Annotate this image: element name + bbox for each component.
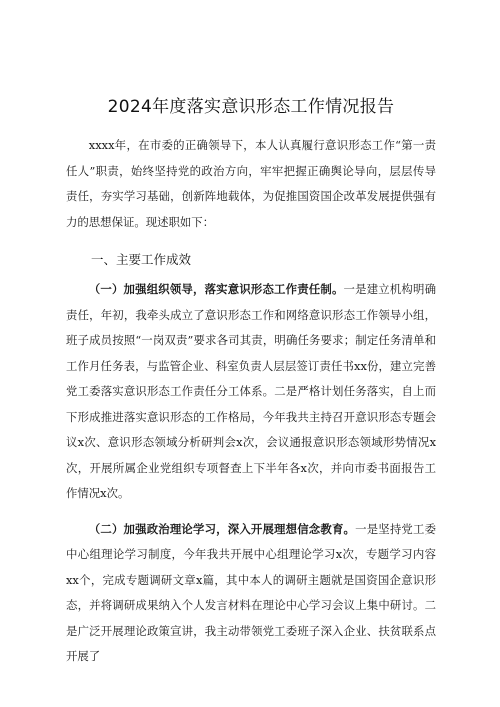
spacer [66, 507, 436, 517]
section-item-2 [66, 517, 436, 670]
document-title: 2024年度落实意识形态工作情况报告 [107, 97, 395, 117]
item-1-subheading: （一）加强组织领导，落实意识形态工作责任制。 [88, 282, 344, 296]
item-1-body: 一是建立机构明确责任，年初，我牵头成立了意识形态工作和网络意识形态工作领导小组，班子成员按照“一岗双责”要求各司其责，明确任务要求；制定任务清单和工作月任务表，与监管企业、科室负责人层层签订责任书xx份，建立完善党工委落实意识形态工作责任分工体系。二是严格计划任务落实，自上而下形成推进落实意识形态的工作格局，今年我共主持召开意识形态专题会议x次、意识形态领域分析研判会x次，会议通报意识形态领域形势情况x次，开展所属企业党组织专项督查上下半年各x次，并向市委书面报告工作情况x次。 [66, 282, 436, 500]
section-heading: 一、主要工作成效 [91, 252, 192, 267]
section-item-1 [66, 277, 436, 507]
item-2-subheading: （二）加强政治理论学习，深入开展理想信念教育。 [88, 521, 356, 536]
item-2-body: 一是坚持党工委中心组理论学习制度，今年我共开展中心组理论学习x次，专题学习内容xx个，完成专题调研文章x篇，其中本人的调研主题就是国资国企意识形态，并将调研成果纳入个人发言材料在理论中心学习会议上集中研讨。二是广泛开展理论政策宣讲，我主动带领党工委班子深入企业、扶贫联系点开展了 [66, 521, 436, 663]
intro-paragraph: xxxx年，在市委的正确领导下，本人认真履行意识形态工作“第一责任人”职责，始终坚持党的政治方向，牢牢把握正确舆论导向，层层传导责任，夯实学习基础，创新阵地载体，为促推国资国企改革发展提供强有力的思想保证。现述职如下： [66, 138, 436, 229]
spacer [66, 235, 436, 245]
